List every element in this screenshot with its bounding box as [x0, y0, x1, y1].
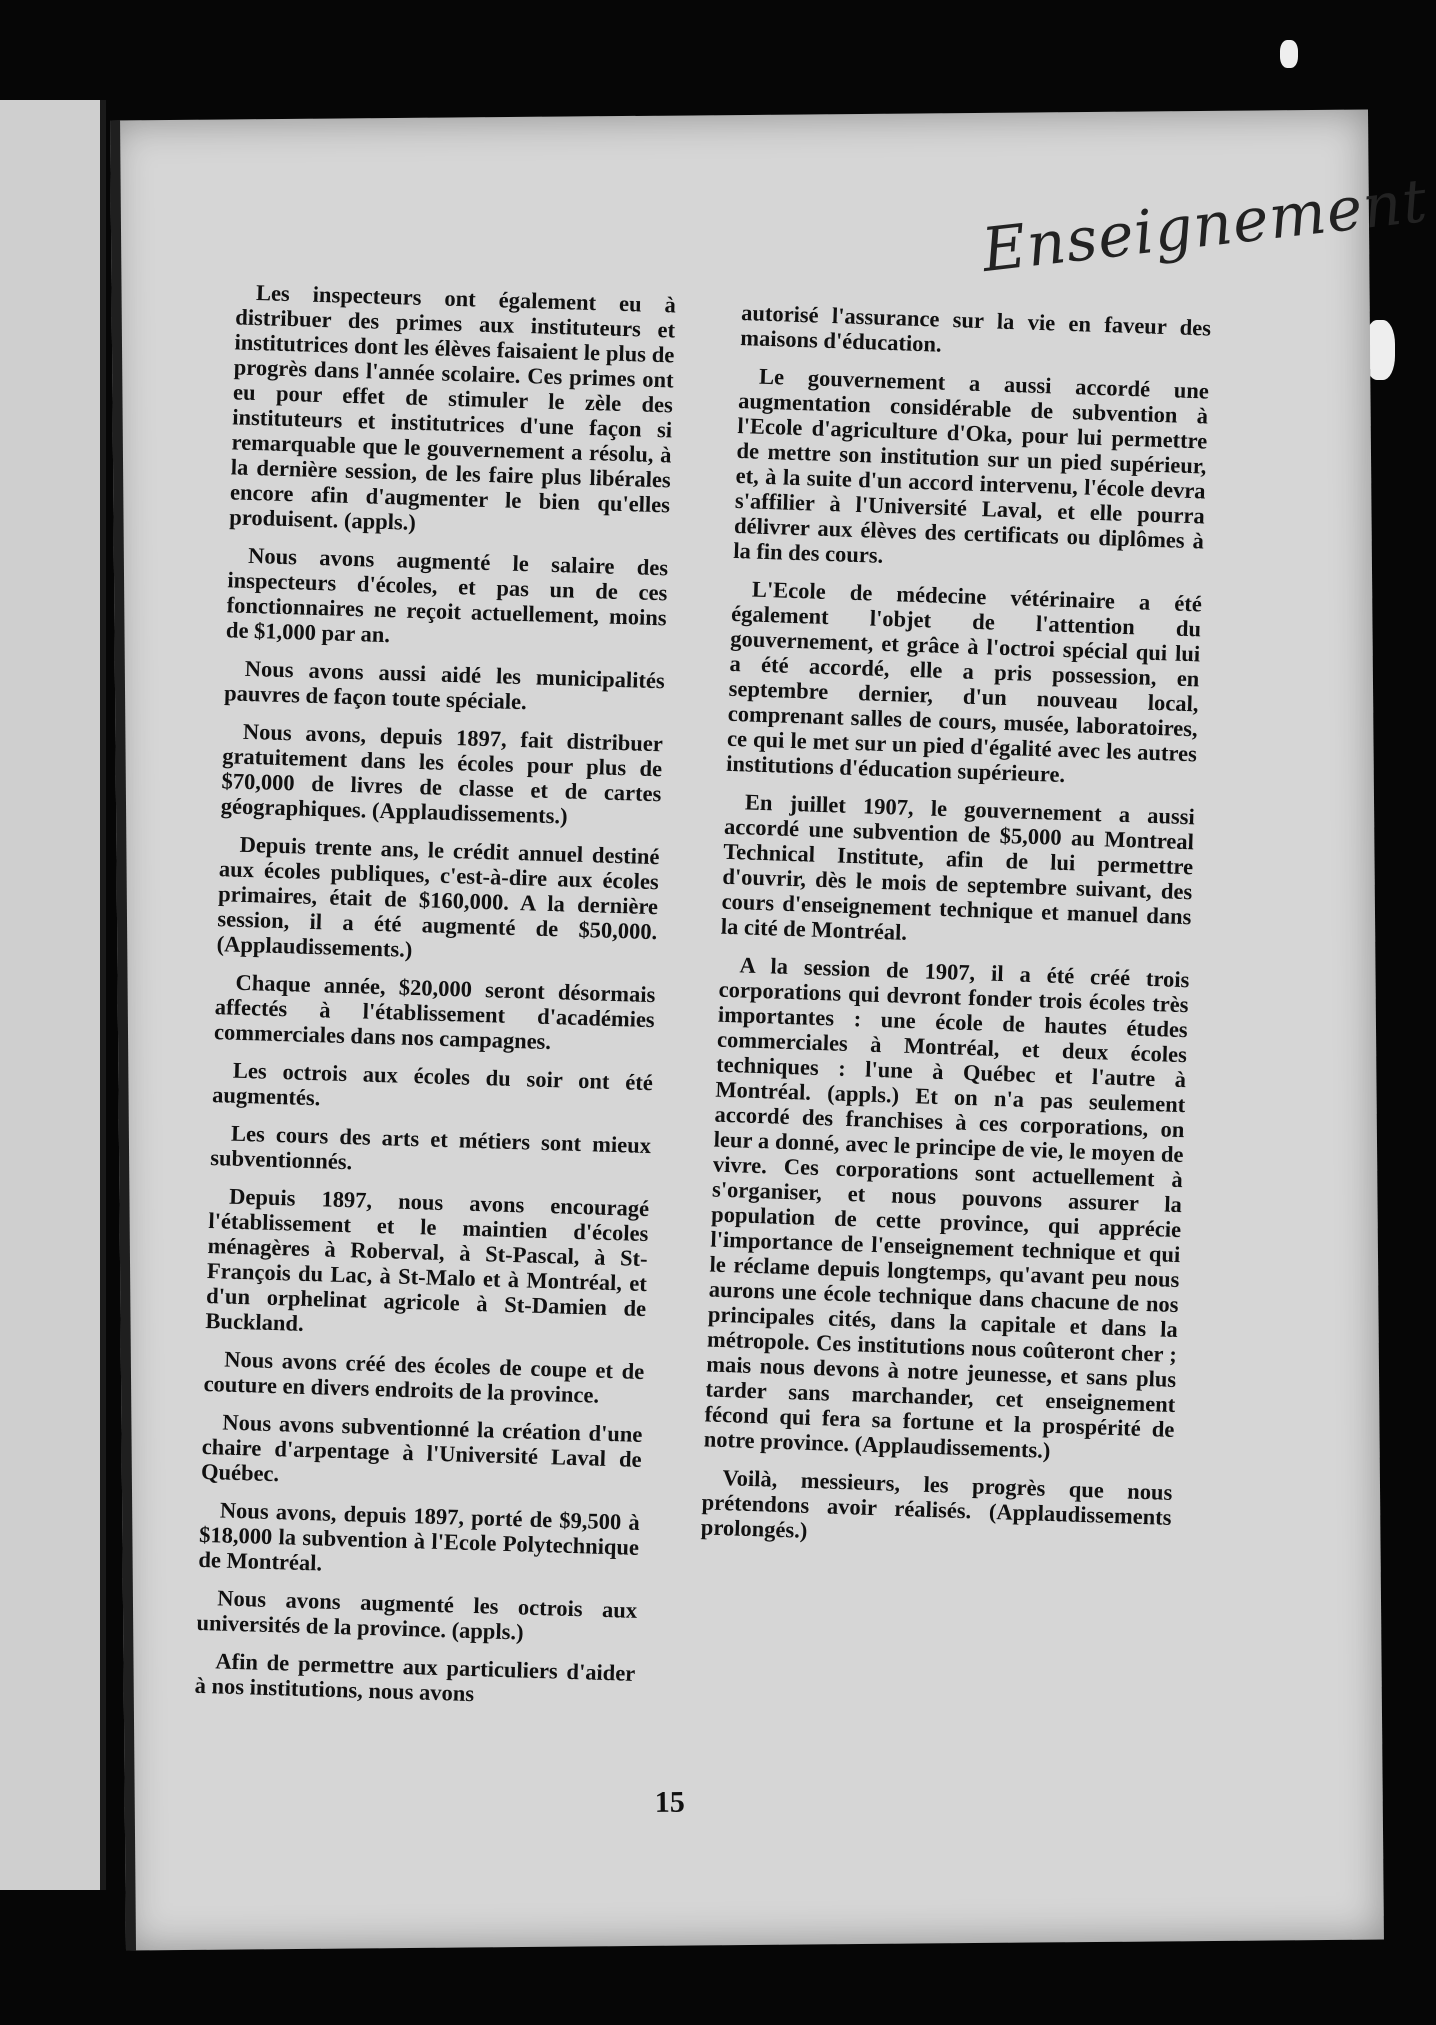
paragraph: Chaque année, $20,000 seront désormais affectés à l'établissement d'académies commerciales dans nos campagnes.	[213, 969, 656, 1055]
paragraph: Afin de permettre aux particuliers d'aider à nos institutions, nous avons	[194, 1648, 636, 1707]
paragraph: En juillet 1907, le gouvernement a aussi accordé une subvention de $5,000 au Montreal Technical Institute, afin de lui permettre d'ouvrir, dès le mois de septembre suivant, des cours d'enseignement technique et manuel dans la cité de Montréal.	[720, 789, 1196, 945]
paragraph: A la session de 1907, il a été créé trois corporations qui devront fonder trois écoles très importantes : une école de hautes études commerciales à Montréal, et deux écoles techniques : l'une à Québec et l'autre à Montréal. (appls.) Et on n'a pas seulement accordé des franchises à ces corporations, on leur a donné, avec le principe de vie, le moyen de vivre. Ces corporations sont actuellement à s'organiser, et nous pouvons assurer la population de cette province, qui apprécie l'importance de l'enseignement technique et qui le réclame depuis longtemps, qu'avant peu nous aurons une école technique dans chacune de nos principales cités, dans la capitale et dans la métropole. Ces institutions nous coûteront cher ; mais nous devons à notre jeunesse, et sans plus tarder sans marchander, cet enseignement fécond qui fera sa fortune et la prospérité de notre province. (Applaudissements.)	[703, 952, 1190, 1463]
right-column	[700, 300, 1211, 1568]
handwritten-note: Enseignement	[978, 165, 1432, 287]
paragraph: Nous avons, depuis 1897, fait distribuer gratuitement dans les écoles pour plus de $70,000 de livres de classe et de cartes géographiques. (Applaudissements.)	[220, 718, 664, 829]
paragraph: Nous avons créé des écoles de coupe et de couture en divers endroits de la province.	[203, 1346, 645, 1408]
paragraph: autorisé l'assurance sur la vie en faveur des maisons d'éducation.	[739, 300, 1212, 357]
paragraph: Les cours des arts et métiers sont mieux subventionnés.	[209, 1120, 652, 1175]
left-column	[194, 279, 676, 1723]
tape-mark-top-right	[1280, 40, 1298, 68]
paragraph: Nous avons augmenté les octrois aux universités de la province. (appls.)	[196, 1585, 638, 1645]
paragraph: Nous avons, depuis 1897, porté de $9,500 à $18,000 la subvention à l'Ecole Polytechnique de Montréal.	[198, 1497, 641, 1576]
paragraph: L'Ecole de médecine vétérinaire a été également l'objet de l'attention du gouvernement, et grâce à l'octroi spécial qui lui a été accordé, elle a pris possession, en septembre dernier, d'un nouveau local, comprenant salles de cours, musée, laboratoires, ce qui le met sur un pied d'égalité avec les autres institutions d'éducation supérieure.	[725, 576, 1203, 787]
document-page	[110, 110, 1432, 1951]
paragraph: Nous avons augmenté le salaire des inspecteurs d'écoles, et pas un de ces fonctionnaires ne reçoit actuellement, moins de $1,000 par an.	[225, 542, 669, 648]
paragraph: Nous avons subventionné la création d'une chaire d'arpentage à l'Université Laval de Québec.	[200, 1409, 643, 1487]
paragraph: Les octrois aux écoles du soir ont été augmentés.	[211, 1057, 654, 1111]
previous-page-edge	[0, 100, 106, 1890]
paragraph: Depuis 1897, nous avons encouragé l'établissement et le maintien d'écoles ménagères à Roberval, à St-Pascal, à St-François du Lac, à St-Malo et à Montréal, et d'un orphelinat agricole à St-Damien de Buckland.	[205, 1183, 650, 1336]
paragraph: Le gouvernement a aussi accordé une augmentation considérable de subvention à l'Ecole d'agriculture d'Oka, pour lui permettre de mettre son institution sur un pied supérieur, et, à la suite d'un accord intervenu, l'école devra s'affilier à l'Université Laval, et elle pourra délivrer aux élèves des certificats ou diplômes à la fin des cours.	[732, 363, 1210, 568]
page-number: 15	[654, 1785, 685, 1819]
paragraph: Voilà, messieurs, les progrès que nous prétendons avoir réalisés. (Applaudissements prolongés.)	[700, 1465, 1173, 1543]
paragraph: Nous avons aussi aidé les municipalités pauvres de façon toute spéciale.	[223, 655, 666, 715]
page-binding-edge	[110, 120, 136, 1950]
paragraph: Les inspecteurs ont également eu à distribuer des primes aux instituteurs et institutrices dont les élèves faisaient le plus de progrès dans l'année scolaire. Ces primes ont eu pour effet de stimuler le zèle des instituteurs et institutrices d'une façon si remarquable que le gouvernement a résolu, à la dernière session, de les faire plus libérales encore afin d'augmenter le bien qu'elles produisent. (appls.)	[229, 280, 677, 535]
paragraph: Depuis trente ans, le crédit annuel destiné aux écoles publiques, c'est-à-dire aux écoles primaires, était de $160,000. A la dernière session, il a été augmenté de $50,000. (Applaudissements.)	[216, 831, 660, 962]
